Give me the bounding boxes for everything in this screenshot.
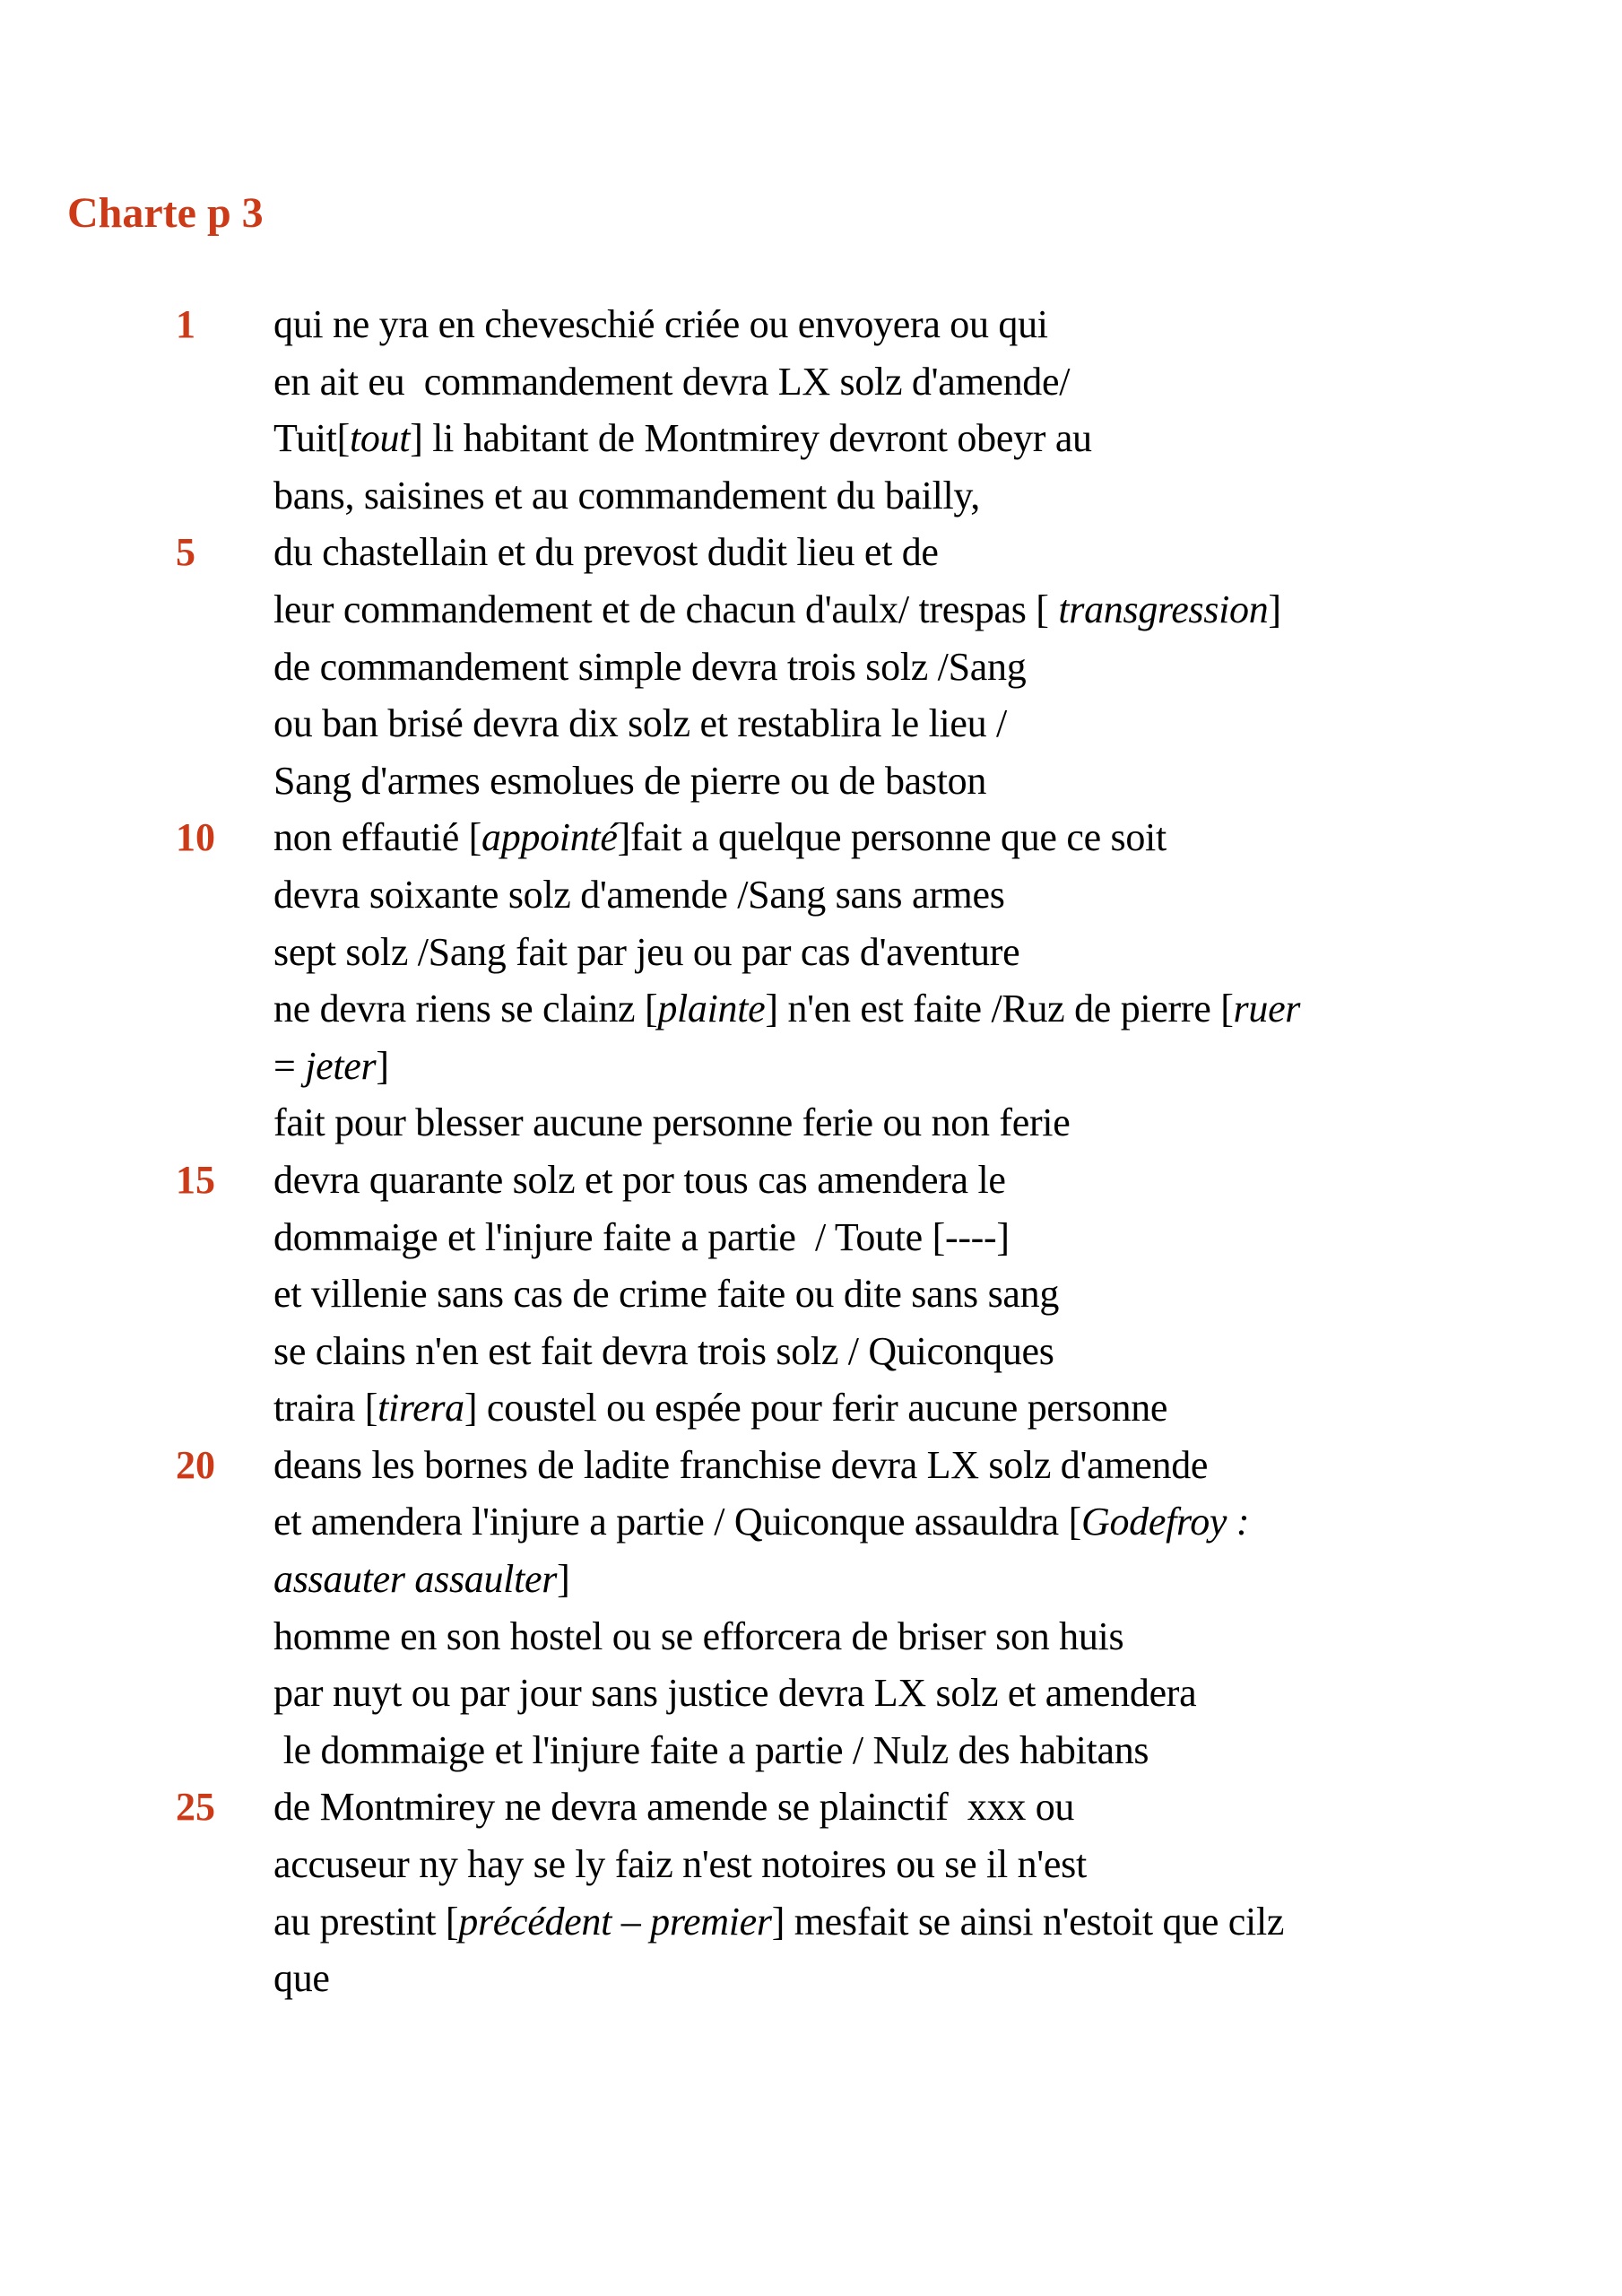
transcription-text: et villenie sans cas de crime faite ou dite sans sang	[273, 1272, 1060, 1317]
transcription-text: et amendera l'injure a partie / Quiconque assauldra [	[273, 1500, 1081, 1544]
transcription-text: par nuyt ou par jour sans justice devra LX solz et amendera	[273, 1671, 1197, 1716]
transcription-line	[176, 980, 1604, 1038]
transcription-text: ]	[1268, 587, 1281, 631]
line-text	[273, 1665, 1196, 1722]
transcription-lines	[176, 296, 1604, 2007]
transcription-line	[176, 752, 1604, 810]
line-text	[273, 1836, 1087, 1893]
line-text	[273, 1437, 1208, 1494]
gloss-italic-text: Godefroy :	[1080, 1500, 1250, 1544]
transcription-line	[176, 1437, 1604, 1494]
line-number: 15	[176, 1157, 215, 1202]
transcription-text: Tuit[	[273, 416, 350, 461]
line-text	[273, 467, 980, 525]
line-text	[273, 1551, 569, 1608]
gloss-italic-text: assauter assaulter	[273, 1557, 558, 1602]
transcription-line	[176, 1893, 1604, 1951]
line-text	[273, 695, 1007, 752]
transcription-line	[176, 1608, 1604, 1665]
transcription-text: accuseur ny hay se ly faiz n'est notoires ou se il n'est	[273, 1842, 1087, 1887]
transcription-text: ne devra riens se clainz [	[273, 987, 658, 1031]
line-text	[273, 1608, 1123, 1665]
transcription-text: devra soixante solz d'amende /Sang sans armes	[273, 872, 1005, 917]
line-number: 5	[176, 530, 195, 575]
line-text	[273, 524, 939, 581]
transcription-text: bans, saisines et au commandement du bailly,	[273, 473, 980, 517]
line-text	[273, 1379, 1167, 1437]
transcription-text: homme en son hostel ou se efforcera de briser son huis	[273, 1613, 1124, 1658]
transcription-text: Sang d'armes esmolues de pierre ou de baston	[273, 758, 987, 803]
gloss-italic-text: jeter	[305, 1043, 377, 1088]
line-number: 20	[176, 1442, 215, 1487]
transcription-line	[176, 1779, 1604, 1836]
line-text	[273, 296, 1048, 353]
transcription-line	[176, 1209, 1604, 1266]
transcription-line	[176, 1722, 1604, 1779]
line-text	[273, 581, 1281, 639]
transcription-text: ] li habitant de Montmirey devront obeyr au	[410, 416, 1092, 461]
line-text	[273, 1323, 1054, 1380]
line-text	[273, 752, 986, 810]
line-text	[273, 1209, 1010, 1266]
transcription-line	[176, 924, 1604, 981]
gloss-italic-text: tirera	[377, 1386, 464, 1431]
line-number: 1	[176, 302, 195, 346]
transcription-text: ou ban brisé devra dix solz et restablira le lieu /	[273, 701, 1007, 746]
transcription-line	[176, 1038, 1604, 1095]
transcription-text: dommaige et l'injure faite a partie / Toute [----]	[273, 1214, 1010, 1259]
transcription-line	[176, 467, 1604, 525]
transcription-text: deans les bornes de ladite franchise devra LX solz d'amende	[273, 1442, 1209, 1487]
line-number: 25	[176, 1785, 215, 1830]
gloss-italic-text: transgression	[1058, 587, 1269, 631]
transcription-text: au prestint [	[273, 1899, 459, 1944]
gloss-italic-text: précédent – premier	[458, 1899, 772, 1944]
transcription-line	[176, 1152, 1604, 1209]
line-text	[273, 1722, 1149, 1779]
transcription-text: du chastellain et du prevost dudit lieu et de	[273, 530, 939, 575]
line-text	[273, 1265, 1059, 1323]
gloss-italic-text: ruer	[1233, 987, 1301, 1031]
transcription-line	[176, 695, 1604, 752]
gloss-italic-text: appointé	[481, 815, 618, 860]
transcription-text: fait pour blesser aucune personne ferie ou non ferie	[273, 1100, 1071, 1145]
transcription-line	[176, 1493, 1604, 1551]
transcription-line	[176, 524, 1604, 581]
transcription-text: le dommaige et l'injure faite a partie / Nulz des habitans	[273, 1727, 1149, 1772]
transcription-line	[176, 1094, 1604, 1152]
transcription-line	[176, 1323, 1604, 1380]
transcription-line	[176, 1950, 1604, 2007]
transcription-text: ]fait a quelque personne que ce soit	[617, 815, 1167, 860]
line-text	[273, 353, 1070, 411]
page-title: Charte p 3	[67, 189, 264, 237]
transcription-line	[176, 353, 1604, 411]
transcription-line	[176, 1665, 1604, 1722]
gloss-italic-text: plainte	[657, 987, 766, 1031]
line-text	[273, 1950, 330, 2007]
transcription-text: leur commandement et de chacun d'aulx/ trespas [	[273, 587, 1059, 631]
gloss-italic-text: tout	[349, 416, 411, 461]
transcription-text: ]	[376, 1043, 389, 1088]
transcription-line	[176, 1379, 1604, 1437]
transcription-line	[176, 1551, 1604, 1608]
line-text	[273, 1893, 1284, 1951]
line-text	[273, 639, 1026, 696]
line-number: 10	[176, 815, 215, 860]
line-text	[273, 866, 1005, 924]
transcription-line	[176, 1265, 1604, 1323]
transcription-line	[176, 809, 1604, 866]
line-text	[273, 1779, 1074, 1836]
transcription-text: ] coustel ou espée pour ferir aucune personne	[464, 1386, 1168, 1431]
transcription-text: de Montmirey ne devra amende se plainctif xxx ou	[273, 1785, 1075, 1830]
line-text	[273, 1094, 1070, 1152]
transcription-text: devra quarante solz et por tous cas amendera le	[273, 1157, 1006, 1202]
transcription-line	[176, 639, 1604, 696]
transcription-text: traira [	[273, 1386, 378, 1431]
transcription-text: ]	[557, 1557, 570, 1602]
line-text	[273, 1493, 1249, 1551]
transcription-text: non effautié [	[273, 815, 481, 860]
transcription-text: ] n'en est faite /Ruz de pierre [	[765, 987, 1234, 1031]
transcription-text: se clains n'en est fait devra trois solz / Quiconques	[273, 1328, 1054, 1373]
transcription-text: sept solz /Sang fait par jeu ou par cas d'aventure	[273, 929, 1020, 974]
transcription-text: en ait eu commandement devra LX solz d'amende/	[273, 359, 1071, 404]
line-text	[273, 1152, 1006, 1209]
line-text	[273, 924, 1019, 981]
line-text	[273, 410, 1092, 467]
transcription-line	[176, 1836, 1604, 1893]
transcription-text: qui ne yra en cheveschié criée ou envoyera ou qui	[273, 302, 1048, 346]
transcription-line	[176, 866, 1604, 924]
transcription-text: de commandement simple devra trois solz /Sang	[273, 644, 1027, 689]
line-text	[273, 1038, 389, 1095]
line-text	[273, 980, 1300, 1038]
transcription-text: ] mesfait se ainsi n'estoit que cilz	[771, 1899, 1285, 1944]
transcription-line	[176, 581, 1604, 639]
transcription-text: =	[273, 1043, 306, 1088]
transcription-line	[176, 296, 1604, 353]
line-text	[273, 809, 1167, 866]
transcription-text: que	[273, 1956, 330, 2001]
transcription-line	[176, 410, 1604, 467]
